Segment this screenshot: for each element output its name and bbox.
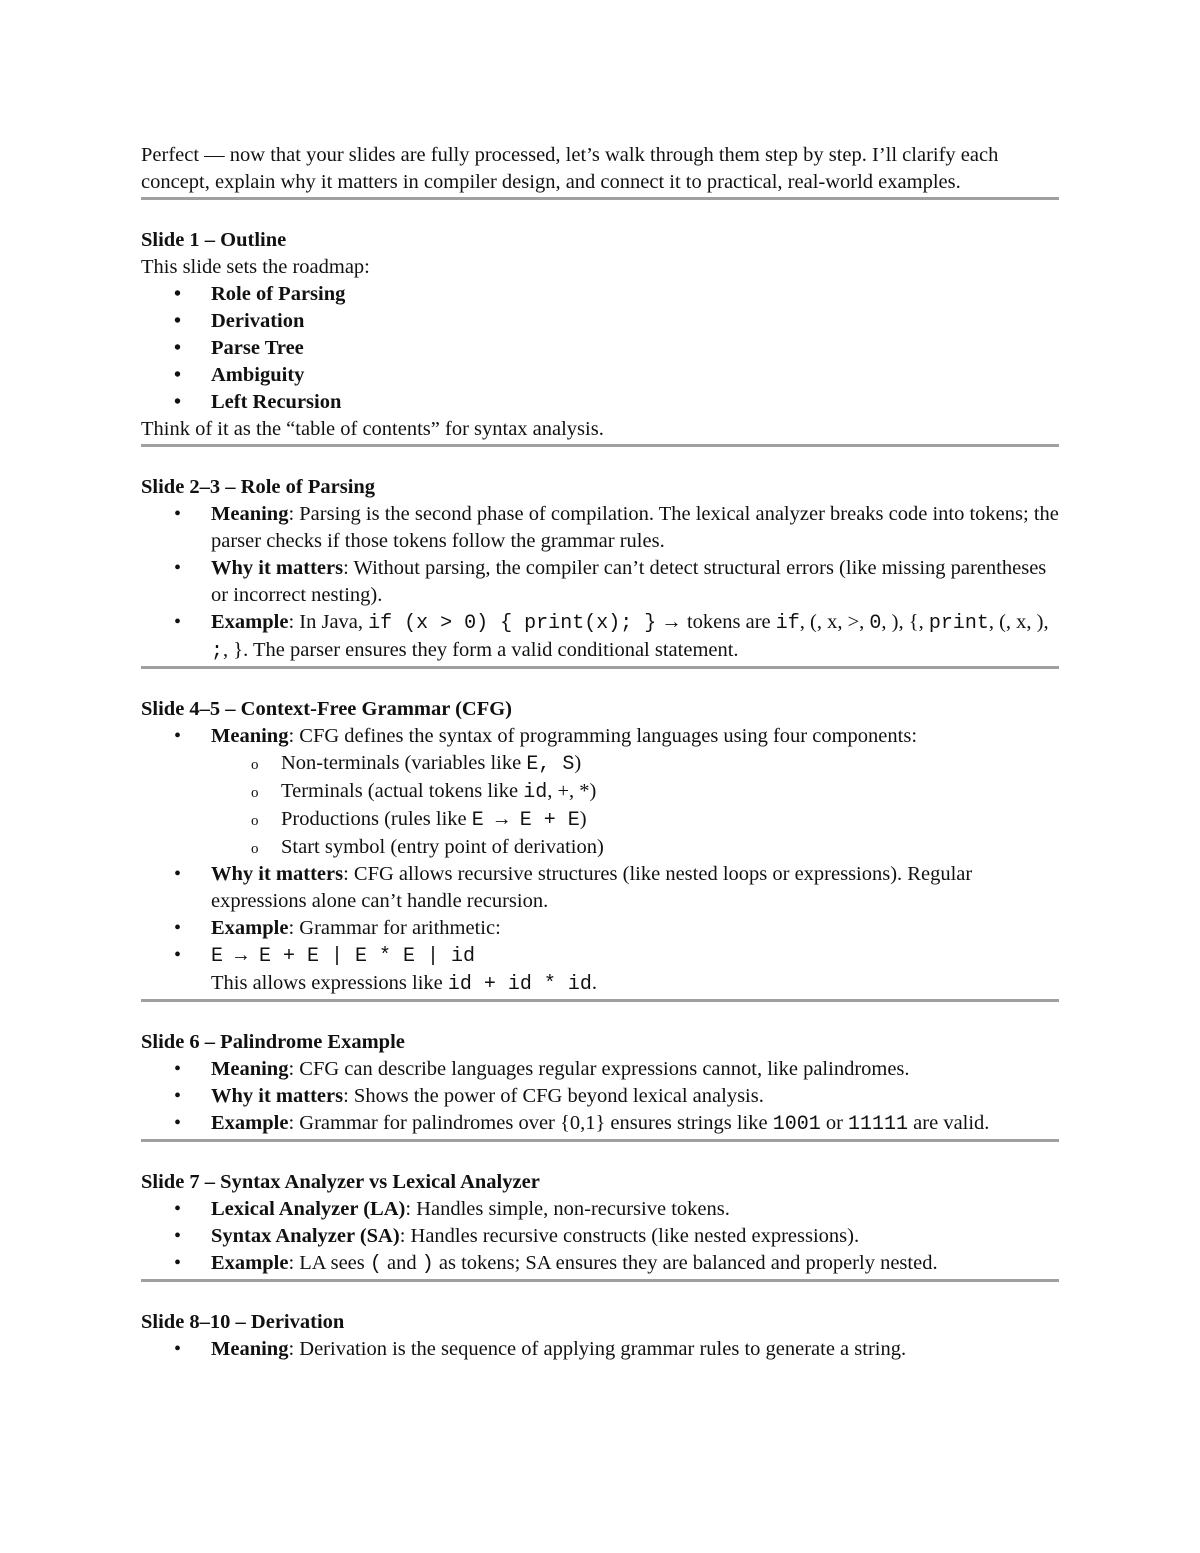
example-item: [141, 609, 1059, 665]
why-item: [141, 555, 1059, 609]
section-divider: [141, 444, 1059, 447]
outline-item: • Left Recursion: [141, 389, 1059, 416]
item-text: ): [574, 752, 582, 774]
code-token: print: [928, 612, 989, 635]
sub-item: [141, 806, 1059, 834]
section-heading: Slide 4–5 – Context-Free Grammar (CFG): [141, 698, 513, 720]
item-text: ): [579, 808, 587, 830]
item-label: Why it matters: [211, 1085, 344, 1107]
item-label: Meaning: [211, 503, 289, 525]
why-item: [141, 861, 1059, 915]
item-text: , }. The parser ensures they form a valid conditional statement.: [223, 639, 739, 661]
sub-item: [141, 778, 1059, 806]
item-text: : LA sees: [288, 1252, 370, 1274]
item-text: : Shows the power of CFG beyond lexical analysis.: [343, 1085, 764, 1107]
bullet-list: [141, 1196, 1059, 1278]
code-token: if: [775, 612, 800, 635]
example-item: [141, 1250, 1059, 1278]
sub-item: [141, 750, 1059, 778]
example-item: [141, 915, 1059, 942]
code-token: E, S: [526, 753, 575, 776]
meaning-item: [141, 723, 1059, 750]
sa-item: [141, 1223, 1059, 1250]
item-text: and: [381, 1252, 422, 1274]
section-divider: [141, 1139, 1059, 1142]
meaning-item: [141, 501, 1059, 555]
section-heading: Slide 7 – Syntax Analyzer vs Lexical Analyzer: [141, 1171, 540, 1193]
code-snippet: id + id * id: [447, 973, 592, 996]
outline-item: • Ambiguity: [141, 362, 1059, 389]
code-token: id: [523, 781, 548, 804]
code-token: ;: [211, 640, 224, 663]
section-slide-1: [141, 227, 1059, 443]
example-item: [141, 1110, 1059, 1138]
bullet-list: [141, 1336, 1059, 1363]
item-label: Syntax Analyzer (SA): [211, 1225, 400, 1247]
item-text: : CFG can describe languages regular expressions cannot, like palindromes.: [288, 1058, 910, 1080]
item-label: Meaning: [211, 1058, 289, 1080]
outline-item: • Parse Tree: [141, 335, 1059, 362]
section-slide-4-5: [141, 696, 1059, 998]
section-divider: [141, 666, 1059, 669]
item-text: , +, *): [547, 780, 597, 802]
item-label: Example: [211, 1112, 289, 1134]
item-label: Meaning: [211, 725, 289, 747]
section-lead: This slide sets the roadmap:: [141, 256, 370, 278]
item-text: or: [820, 1112, 849, 1134]
outline-item: • Derivation: [141, 308, 1059, 335]
item-label: Lexical Analyzer (LA): [211, 1198, 406, 1220]
section-heading: Slide 8–10 – Derivation: [141, 1311, 345, 1333]
section-heading: Slide 1 – Outline: [141, 229, 287, 251]
bullet-list: [141, 501, 1059, 665]
code-token: ): [421, 1253, 434, 1276]
code-token: 0: [869, 612, 882, 635]
section-divider: [141, 1279, 1059, 1282]
item-text: Non-terminals (variables like: [281, 752, 527, 774]
item-label: Example: [211, 917, 289, 939]
item-text: Productions (rules like: [281, 808, 472, 830]
code-grammar: E → E + E | E * E | id: [211, 945, 476, 968]
code-token: E → E + E: [471, 809, 580, 832]
document-page: [141, 142, 1059, 1363]
code-token: 1001: [772, 1113, 821, 1136]
bullet-list: [141, 1056, 1059, 1138]
item-label: Example: [211, 1252, 289, 1274]
code-token: 11111: [848, 1113, 909, 1136]
grammar-item: [141, 942, 1059, 998]
item-text: : Handles simple, non-recursive tokens.: [405, 1198, 730, 1220]
bullet-list: [141, 861, 1059, 998]
section-heading: Slide 2–3 – Role of Parsing: [141, 476, 376, 498]
section-divider: [141, 197, 1059, 200]
section-heading: Slide 6 – Palindrome Example: [141, 1031, 405, 1053]
item-text: : CFG allows recursive structures (like nested loops or expressions). Regular expressions alone can’t handle recursion.: [211, 863, 973, 912]
la-item: [141, 1196, 1059, 1223]
section-divider: [141, 999, 1059, 1002]
sub-list: [141, 750, 1059, 861]
outline-item: • Role of Parsing: [141, 281, 1059, 308]
item-text: Terminals (actual tokens like: [281, 780, 524, 802]
item-label: Why it matters: [211, 557, 344, 579]
section-slide-8-10: [141, 1309, 1059, 1363]
item-text: : CFG defines the syntax of programming languages using four components:: [288, 725, 918, 747]
item-text: : In Java,: [288, 611, 369, 633]
item-label: Why it matters: [211, 863, 344, 885]
item-text: : Without parsing, the compiler can’t detect structural errors (like missing parentheses or incorrect nesting).: [211, 557, 1047, 606]
item-label: Example: [211, 611, 289, 633]
item-text: , (, x, >,: [799, 611, 870, 633]
section-slide-7: [141, 1169, 1059, 1278]
item-text: : Grammar for arithmetic:: [288, 917, 501, 939]
item-text: : Grammar for palindromes over {0,1} ensures strings like: [288, 1112, 773, 1134]
sub-item: o Start symbol (entry point of derivation): [141, 834, 1059, 861]
intro-paragraph: Perfect — now that your slides are fully processed, let’s walk through them step by step. I’ll clarify each concept, explain why it matters in compiler design, and connect it to practical, real-world examples.: [141, 144, 999, 193]
item-text: are valid.: [908, 1112, 990, 1134]
outline-list: [141, 281, 1059, 416]
item-text: This allows expressions like: [211, 972, 448, 994]
item-label: Meaning: [211, 1338, 289, 1360]
section-slide-6: [141, 1029, 1059, 1138]
code-snippet: if (x > 0) { print(x); }: [368, 612, 657, 635]
item-text: : Derivation is the sequence of applying grammar rules to generate a string.: [288, 1338, 907, 1360]
meaning-item: [141, 1336, 1059, 1363]
item-text: , ), {,: [881, 611, 929, 633]
code-token: (: [369, 1253, 382, 1276]
why-item: [141, 1083, 1059, 1110]
section-closing: Think of it as the “table of contents” for syntax analysis.: [141, 418, 604, 440]
item-text: : Handles recursive constructs (like nested expressions).: [399, 1225, 860, 1247]
meaning-item: [141, 1056, 1059, 1083]
item-text: → tokens are: [656, 611, 776, 633]
item-text: : Parsing is the second phase of compilation. The lexical analyzer breaks code into tokens; the parser checks if those tokens follow the grammar rules.: [211, 503, 1059, 552]
item-text: as tokens; SA ensures they are balanced and properly nested.: [433, 1252, 938, 1274]
item-text: .: [591, 972, 598, 994]
section-slide-2-3: [141, 474, 1059, 665]
bullet-list: [141, 723, 1059, 750]
item-text: , (, x, ),: [988, 611, 1049, 633]
